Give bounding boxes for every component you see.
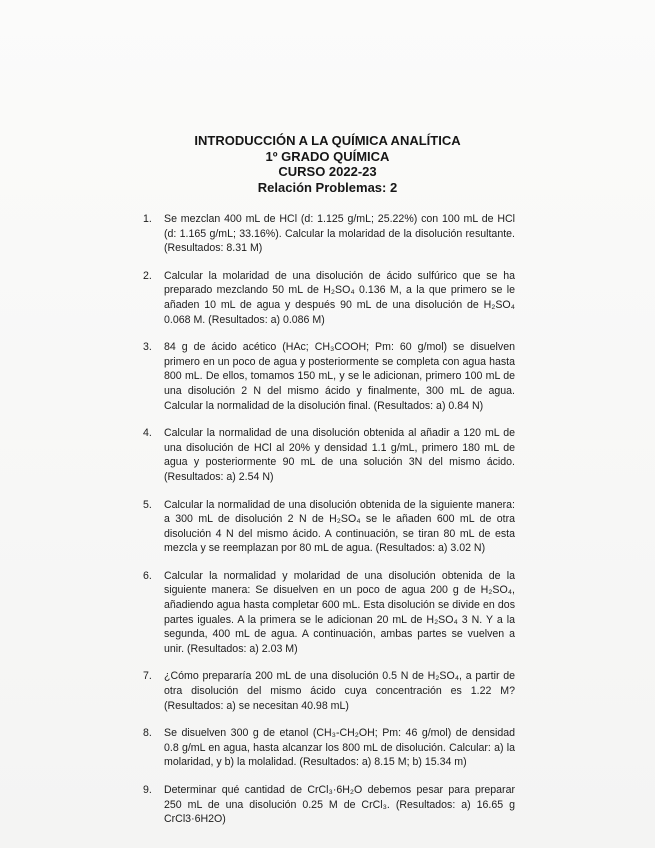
course-label: CURSO 2022-23 <box>278 164 377 179</box>
document-title: INTRODUCCIÓN A LA QUÍMICA ANALÍTICA <box>194 133 461 148</box>
problem-list <box>143 212 515 840</box>
problem-number: 4. <box>143 427 152 440</box>
problem-number: 9. <box>143 784 152 796</box>
degree-label: 1º GRADO QUÍMICA <box>265 148 390 164</box>
problem-text: ¿Cómo prepararía 200 mL de una disolución 0.5 N de H₂SO₄, a partir de otra disolución del mismo ácido cuya concentración es 1.22 M? (Resultados: a) se necesitan 40.98 mL) <box>164 670 515 712</box>
problem-text: Calcular la molaridad de una disolución de ácido sulfúrico que se ha preparado mezclando 50 mL de H₂SO₄ 0.136 M, a la que primero se le añaden 10 mL de agua y después 90 mL de una disolución de H₂SO₄ 0.068 M. (Resultados: a) 0.086 M) <box>164 269 515 326</box>
problem-item <box>143 669 515 713</box>
problem-text: Se mezclan 400 mL de HCl (d: 1.125 g/mL; 25.22%) con 100 mL de HCl (d: 1.165 g/mL; 33.16%). Calcular la molaridad de la disolución resultante. (Resultados: 8.31 M) <box>164 213 515 255</box>
problem-number: 6. <box>143 569 152 582</box>
problem-item <box>143 498 515 556</box>
problem-item <box>143 726 515 770</box>
problem-text: Calcular la normalidad y molaridad de una disolución obtenida de la siguiente manera: Se disuelven en un poco de agua 200 g de H₂SO₄, añadiendo agua hasta completar 600 mL. Esta disolución se divide en dos partes iguales. A la primera se le adicionan 20 mL de H₂SO₄ 3 N. Y a la segunda, 400 mL de agua. A continuación, ambas partes se vuelven a unir. (Resultados: a) 2.03 M) <box>164 569 515 655</box>
problem-item <box>143 426 515 484</box>
problem-number: 8. <box>143 727 152 740</box>
problem-item <box>143 212 515 256</box>
problem-item <box>143 783 515 827</box>
problem-set-label: Relación Problemas: 2 <box>257 179 398 195</box>
problem-number: 2. <box>143 269 152 282</box>
problem-number: 5. <box>143 498 152 511</box>
problem-item <box>143 569 515 657</box>
document-header <box>0 133 655 195</box>
problem-item <box>143 269 515 327</box>
problem-number: 7. <box>143 670 152 683</box>
problem-text: Se disuelven 300 g de etanol (CH₃-CH₂OH; Pm: 46 g/mol) de densidad 0.8 g/mL en agua, hasta alcanzar los 800 mL de disolución. Calcular: a) la molaridad, y b) la molalidad. (Resultados: a) 8.15 M; b) 15.34 m) <box>164 727 515 769</box>
problem-text: Determinar qué cantidad de CrCl₃·6H₂O debemos pesar para preparar 250 mL de una disolución 0.25 M de CrCl₃. (Resultados: a) 16.65 g CrCl3·6H2O) <box>164 784 515 826</box>
problem-number: 3. <box>143 341 152 354</box>
problem-number: 1. <box>143 213 152 225</box>
problem-item <box>143 340 515 413</box>
problem-text: Calcular la normalidad de una disolución obtenida al añadir a 120 mL de una disolución de HCl al 20% y densidad 1.1 g/mL, primero 180 mL de agua y posteriormente 90 mL de una solución 3N del mismo ácido. (Resultados: a) 2.54 N) <box>164 427 515 483</box>
problem-text: Calcular la normalidad de una disolución obtenida de la siguiente manera: a 300 mL de disolución 2 N de H₂SO₄ se le añaden 600 mL de otra disolución 4 N del mismo ácido. A continuación, se tiran 80 mL de esta mezcla y se reemplazan por 80 mL de agua. (Resultados: a) 3.02 N) <box>164 498 515 555</box>
problem-text: 84 g de ácido acético (HAc; CH₃COOH; Pm: 60 g/mol) se disuelven primero en un poco de agua y posteriormente se completa con agua hasta 800 mL. De ellos, tomamos 150 mL, y se le adicionan, primero 100 mL de una disolución 2 N del mismo ácido y finalmente, 300 mL de agua. Calcular la normalidad de la disolución final. (Resultados: a) 0.84 N) <box>164 341 515 412</box>
